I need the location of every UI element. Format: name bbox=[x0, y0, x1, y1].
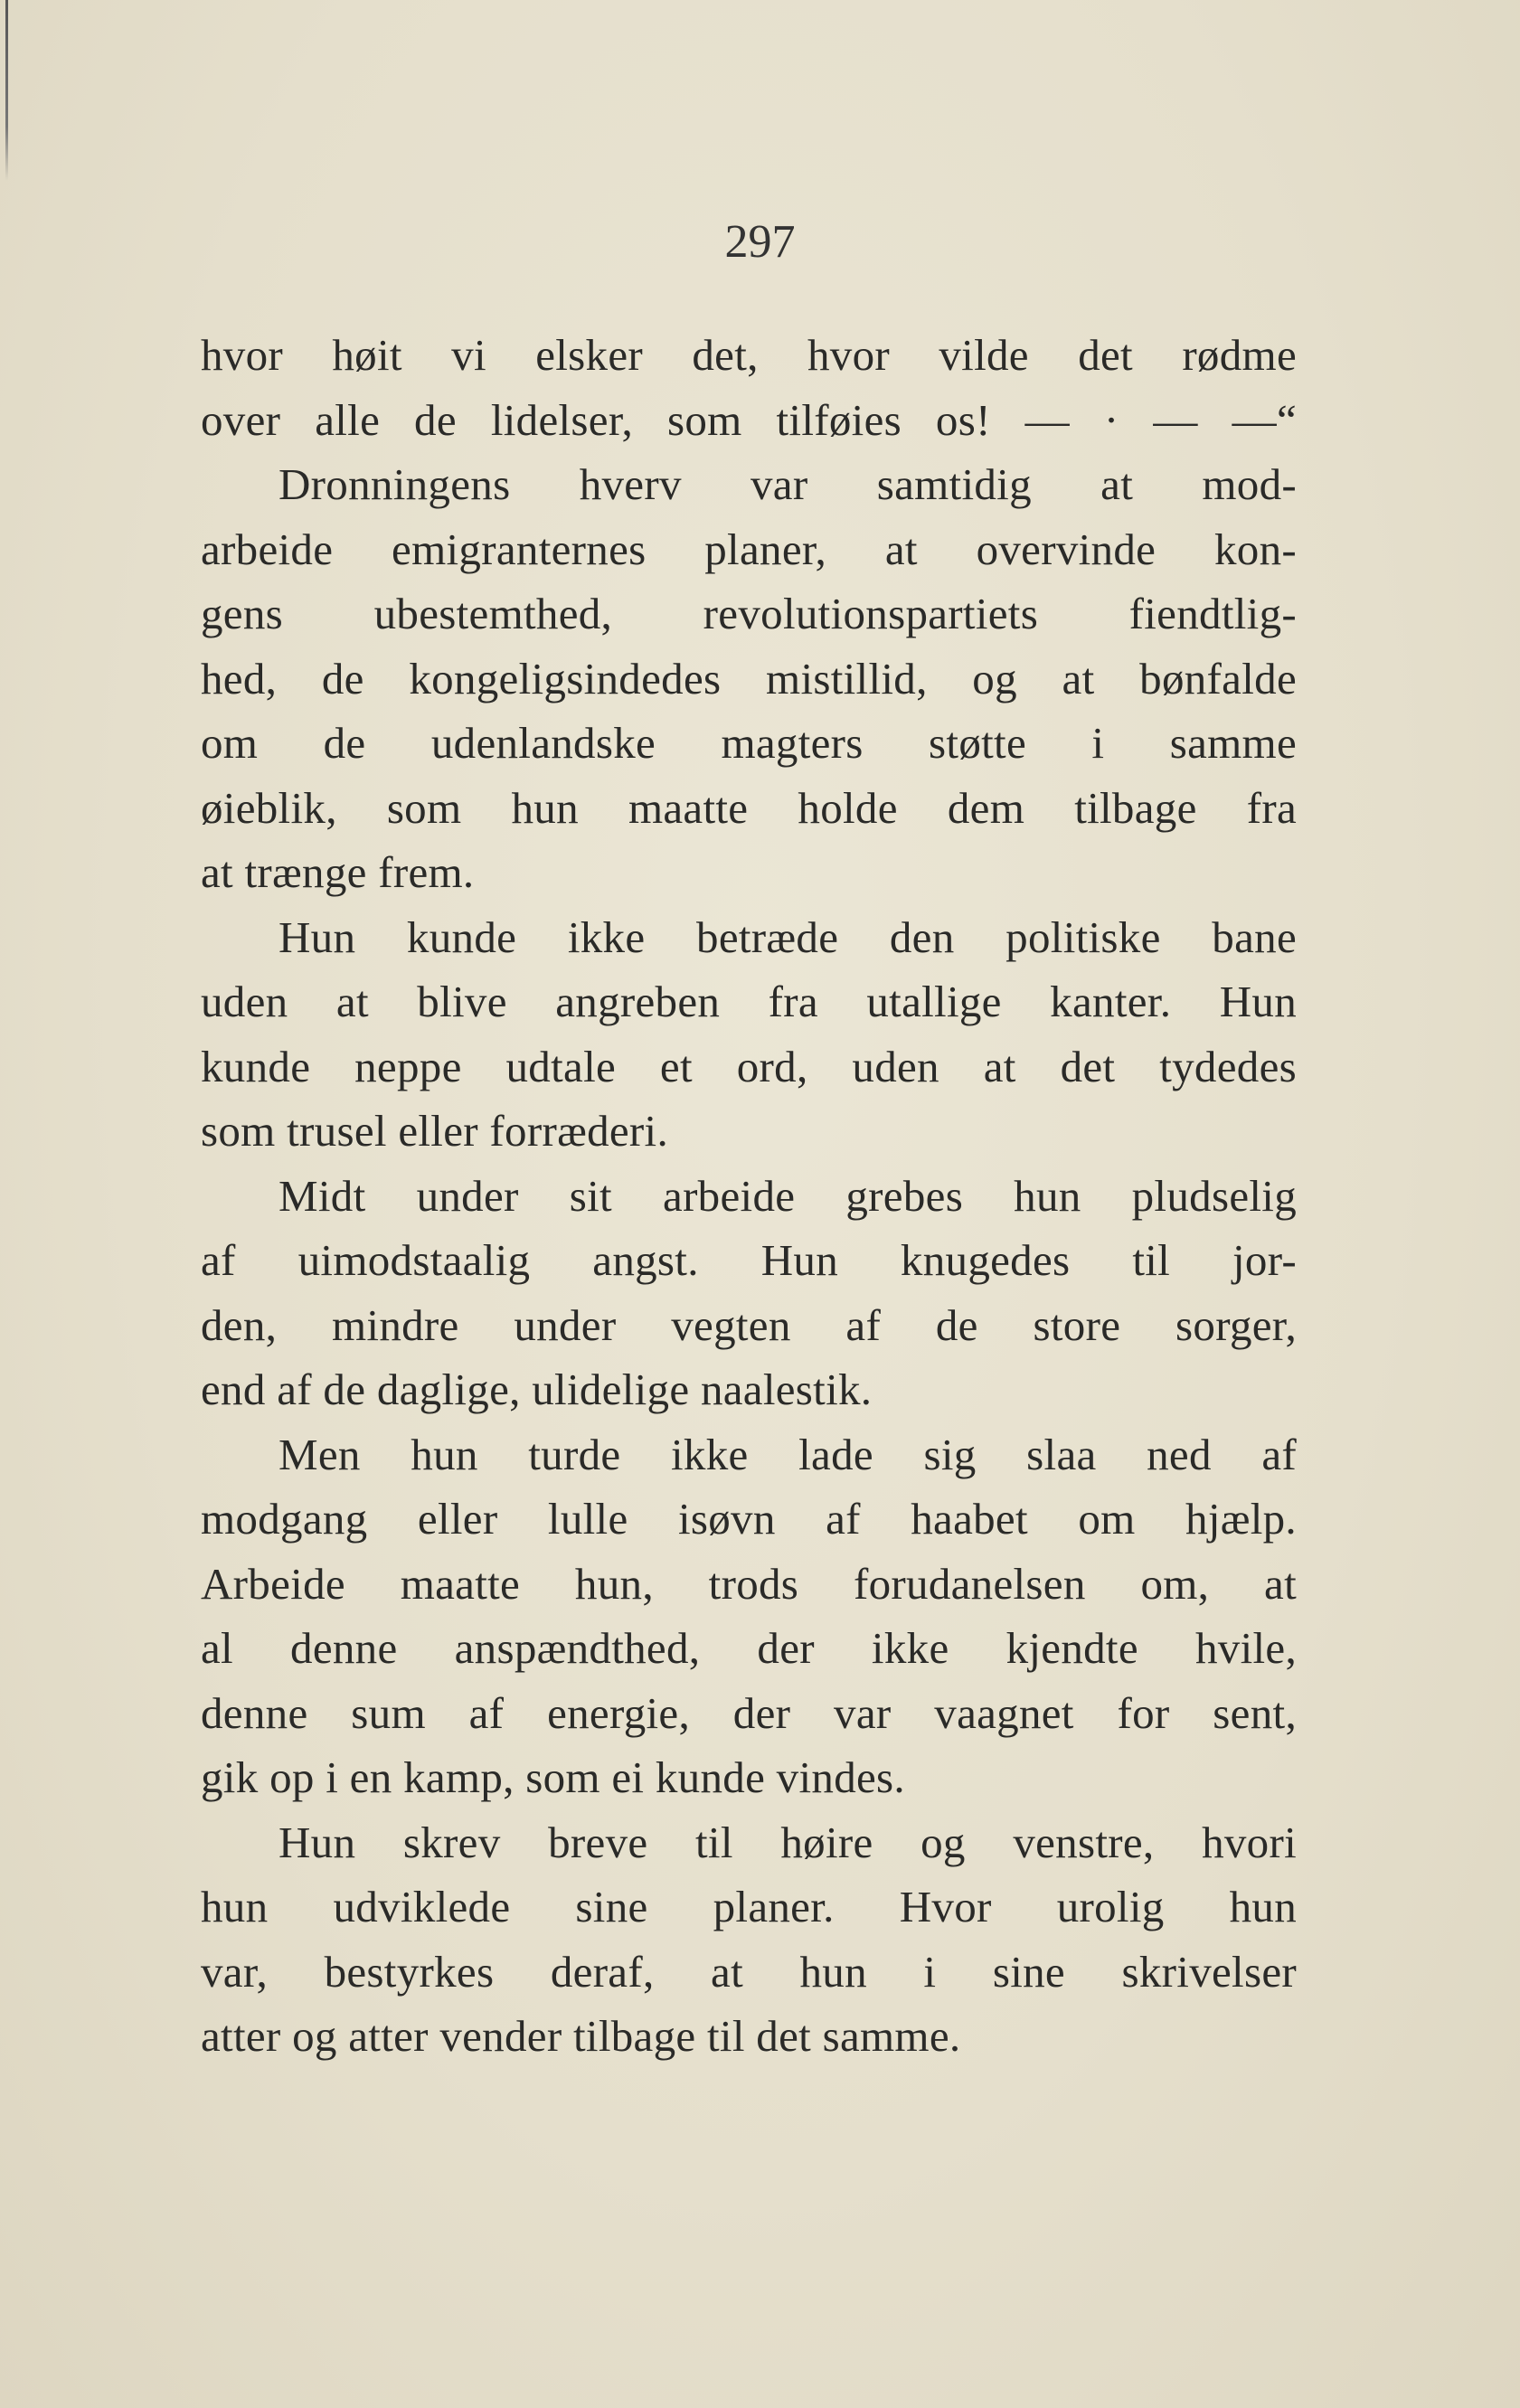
text-line: om de udenlandske magters støtte i samme bbox=[201, 718, 1297, 768]
text-line: Midt under sit arbeide grebes hun pludselig bbox=[279, 1170, 1297, 1221]
text-line: al denne anspændthed, der ikke kjendte hvile, bbox=[201, 1623, 1297, 1673]
text-line: Arbeide maatte hun, trods forudanelsen om, at bbox=[201, 1558, 1297, 1609]
text-line: kunde neppe udtale et ord, uden at det tydedes bbox=[201, 1041, 1297, 1091]
text-line: gik op i en kamp, som ei kunde vindes. bbox=[201, 1752, 905, 1802]
text-line: den, mindre under vegten af de store sorger, bbox=[201, 1299, 1297, 1350]
text-line: over alle de lidelser, som tilføies os! — · — —“ bbox=[201, 394, 1297, 445]
text-line: modgang eller lulle isøvn af haabet om hjælp. bbox=[201, 1494, 1297, 1544]
text-line: hun udviklede sine planer. Hvor urolig hun bbox=[201, 1882, 1297, 1931]
text-line: gens ubestemthed, revolutionspartiets fiendtlig- bbox=[201, 589, 1297, 638]
text-line: uden at blive angreben fra utallige kanter. Hun bbox=[201, 977, 1297, 1026]
text-line: Dronningens hverv var samtidig at mod- bbox=[279, 459, 1297, 509]
text-line: at trænge frem. bbox=[201, 847, 475, 897]
text-line: arbeide emigranternes planer, at overvinde kon- bbox=[201, 524, 1297, 574]
text-line: Men hun turde ikke lade sig slaa ned af bbox=[279, 1429, 1297, 1479]
text-line: end af de daglige, ulidelige naalestik. bbox=[201, 1365, 873, 1414]
text-line: hvor høit vi elsker det, hvor vilde det rødme bbox=[201, 330, 1297, 380]
text-line: af uimodstaalig angst. Hun knugedes til jor- bbox=[201, 1235, 1297, 1285]
page-edge-shadow bbox=[5, 0, 8, 181]
text-line: øieblik, som hun maatte holde dem tilbage fra bbox=[201, 782, 1297, 833]
body-text bbox=[201, 323, 1297, 2069]
text-line: atter og atter vender tilbage til det samme. bbox=[201, 2011, 961, 2061]
text-line: denne sum af energie, der var vaagnet for sent, bbox=[201, 1687, 1297, 1738]
text-line: som trusel eller forræderi. bbox=[201, 1106, 669, 1156]
text-line: Hun skrev breve til høire og venstre, hvori bbox=[279, 1817, 1297, 1867]
text-line: Hun kunde ikke betræde den politiske bane bbox=[279, 911, 1297, 962]
text-line: hed, de kongeligsindedes mistillid, og at bønfalde bbox=[201, 653, 1297, 704]
text-line: var, bestyrkes deraf, at hun i sine skrivelser bbox=[201, 1946, 1297, 1997]
page-number: 297 bbox=[724, 216, 796, 268]
